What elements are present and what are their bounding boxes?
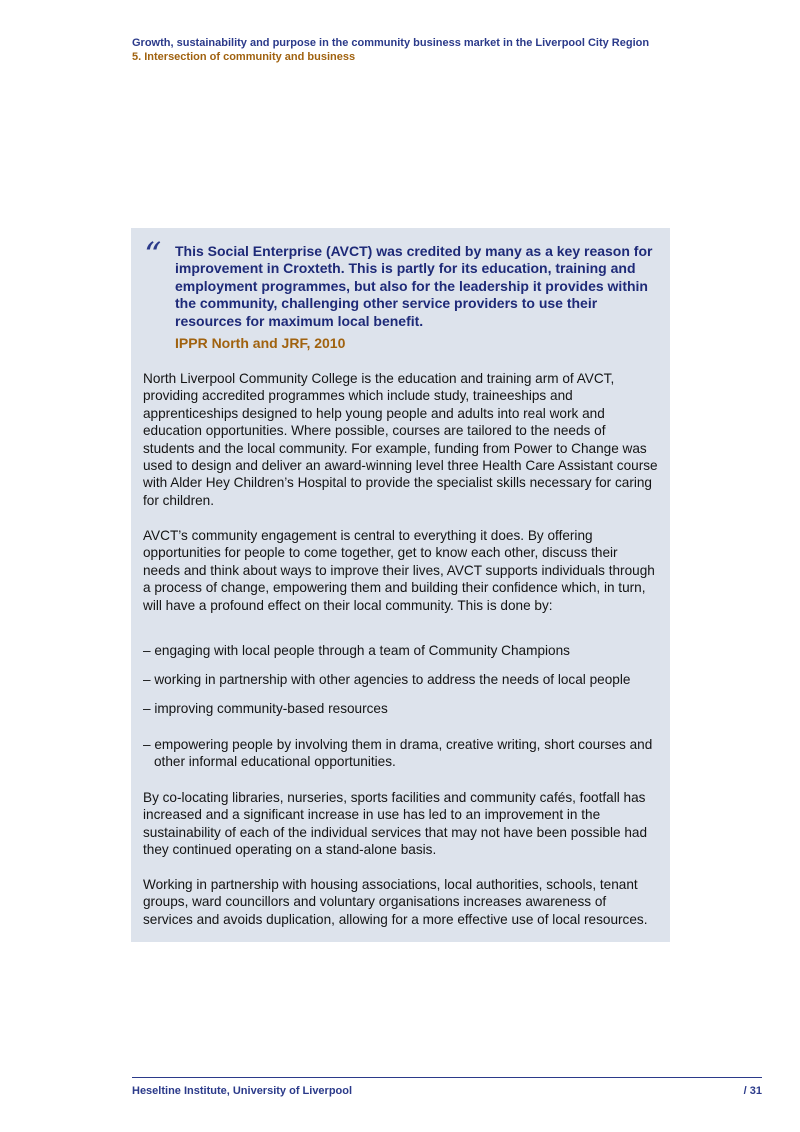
paragraph-college: North Liverpool Community College is the education and training arm of AVCT, providing accredited programmes which include study, traineeships and apprenticeships designed to help young people and adults into real work and education opportunities. Where possible, courses are tailored to the needs of students and the local community. For example, funding from Power to Change was used to design and deliver an award-winning level three Health Care Assistant course with Alder Hey Children’s Hospital to provide the specialist skills necessary for caring for children. (143, 371, 658, 508)
quote-mark-icon: “ (144, 235, 158, 275)
footer-divider (132, 1077, 762, 1078)
list-item: – engaging with local people through a team of Community Champions (143, 643, 570, 658)
footer-institution: Heseltine Institute, University of Liverpool (132, 1085, 353, 1097)
paragraph-co-location: By co-locating libraries, nurseries, sports facilities and community cafés, footfall has increased and a significant increase in use has led to an improvement in the sustainability of each of the individual services that may not have been possible had they continued operating on a stand-alone basis. (143, 790, 648, 858)
quote-source: IPPR North and JRF, 2010 (175, 335, 346, 351)
pull-quote: This Social Enterprise (AVCT) was credited by many as a key reason for improvement in Croxteth. This is partly for its education, training and employment programmes, but also for the leadership it provides within the community, challenging other service providers to use their resources for maximum local benefit. (175, 243, 653, 329)
paragraph-partnership: Working in partnership with housing associations, local authorities, schools, tenant groups, ward councillors and voluntary organisations increases awareness of services and avoids duplication, allowing for a more effective use of local resources. (143, 877, 648, 927)
section-title: 5. Intersection of community and business (132, 51, 356, 63)
page-header (132, 36, 772, 64)
list-item: – improving community-based resources (143, 701, 388, 716)
list-item: – working in partnership with other agencies to address the needs of local people (143, 672, 631, 687)
list-item: – empowering people by involving them in drama, creative writing, short courses and other informal educational opportunities. (143, 737, 653, 770)
page-number: / 31 (743, 1085, 762, 1097)
document-title: Growth, sustainability and purpose in the community business market in the Liverpool City Region (132, 37, 650, 49)
paragraph-engagement: AVCT’s community engagement is central to everything it does. By offering opportunities for people to come together, get to know each other, discuss their needs and think about ways to improve their lives, AVCT supports individuals through a process of change, empowering them and building their confidence which, in turn, will have a profound effect on their local community. This is done by: (143, 528, 655, 613)
